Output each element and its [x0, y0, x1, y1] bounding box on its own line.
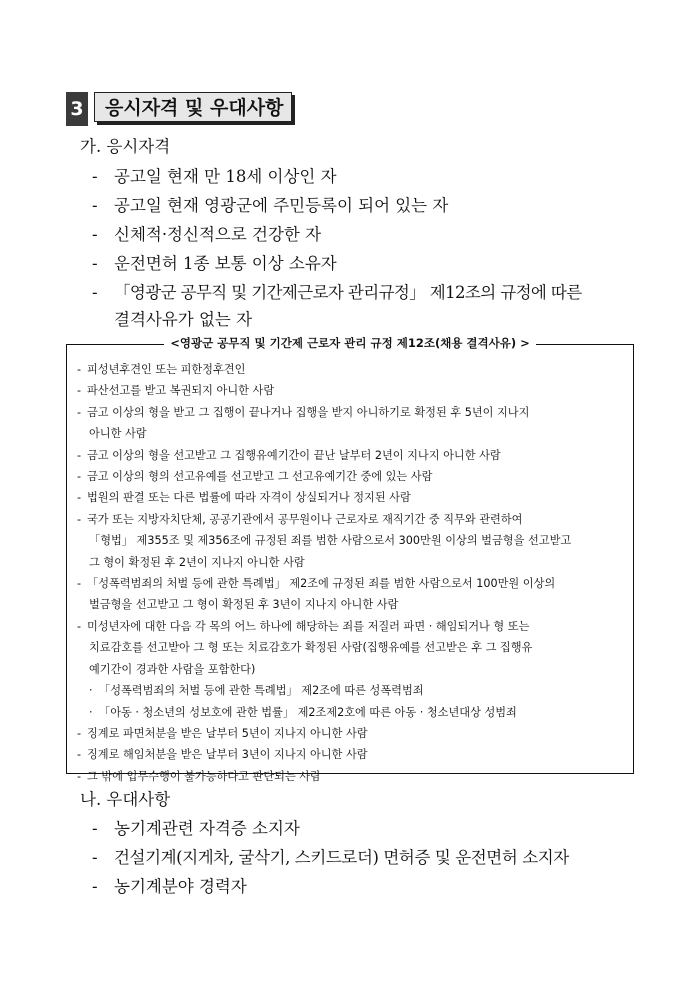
regulation-item: - 법원의 판결 또는 다른 법률에 따라 자격이 상실되거나 정지된 사람	[77, 491, 411, 505]
regulation-item: - 금고 이상의 형을 받고 그 집행이 끝나거나 집행을 받지 아니하기로 확정된 후 5년이 지나지 아니한 사람	[77, 405, 530, 441]
qualification-item: - 공고일 현재 영광군에 주민등록이 되어 있는 자	[92, 196, 449, 215]
regulation-item: - 파산선고를 받고 복권되지 아니한 사람	[77, 384, 275, 398]
preference-heading: 나. 우대사항	[80, 790, 171, 809]
section-number: 3	[66, 92, 88, 126]
section-header	[66, 92, 296, 126]
regulation-subitem: · 「아동 · 청소년의 성보호에 관한 법률」 제2조제2호에 따른 아동 · 청소년대상 성범죄	[89, 705, 517, 719]
regulation-box	[66, 336, 634, 783]
regulation-item: - 징계로 파면처분을 받은 날부터 5년이 지나지 아니한 사람	[77, 726, 368, 740]
regulation-item: - 「성폭력범죄의 처벌 등에 관한 특례법」 제2조에 규정된 죄를 범한 사람으로서 100만원 이상의 벌금형을 선고받고 그 형이 확정된 후 3년이 지나지 아니한 사람	[77, 577, 556, 612]
regulation-item: - 국가 또는 지방자치단체, 공공기관에서 공무원이나 근로자로 재직기간 중 직무와 관련하여 「형법」 제355조 및 제356조에 규정된 죄를 범한 사람으로서 300만원 이상의 벌금형을 선고받고 그 형이 확정된 후 2년이 지나지 아니한 사람	[77, 512, 572, 569]
preference-item: - 농기계관련 자격증 소지자	[92, 819, 300, 838]
qualification-item: - 운전면허 1종 보통 이상 소유자	[92, 254, 337, 273]
section-title: 응시자격 및 우대사항	[94, 92, 292, 122]
regulation-list	[77, 359, 627, 787]
qualification-item: - 「영광군 공무직 및 기간제근로자 관리규정」 제12조의 규정에 따른	[92, 283, 582, 302]
regulation-item: - 미성년자에 대한 다음 각 목의 어느 하나에 해당하는 죄를 저질러 파면 · 해임되거나 형 또는 치료감호를 선고받아 그 형 또는 치료감호가 확정된 사람(집행유예를 선고받은 후 그 집행유 예기간이 경과한 사람을 포함한다)	[77, 619, 533, 676]
preference-item: - 농기계분야 경력자	[92, 877, 247, 896]
regulation-item: - 금고 이상의 형의 선고유예를 선고받고 그 선고유예기간 중에 있는 사람	[77, 470, 433, 484]
regulation-subitem: · 「성폭력범죄의 처벌 등에 관한 특례법」 제2조에 따른 성폭력범죄	[89, 684, 424, 698]
qualification-heading: 가. 응시자격	[80, 137, 171, 156]
regulation-item: - 금고 이상의 형을 선고받고 그 집행유예기간이 끝난 날부터 2년이 지나지 아니한 사람	[77, 448, 501, 462]
preference-item: - 건설기계(지게차, 굴삭기, 스키드로더) 면허증 및 운전면허 소지자	[92, 848, 569, 867]
regulation-item: - 징계로 해임처분을 받은 날부터 3년이 지나지 아니한 사람	[77, 748, 368, 762]
regulation-title: <영광군 공무직 및 기간제 근로자 관리 규정 제12조(채용 결격사유) >	[67, 335, 633, 351]
qualification-item: - 신체적·정신적으로 건강한 자	[92, 225, 322, 244]
qualification-item-continuation: 결격사유가 없는 자	[114, 310, 253, 329]
qualification-item: - 공고일 현재 만 18세 이상인 자	[92, 167, 337, 186]
regulation-item: - 피성년후견인 또는 피한정후견인	[77, 363, 246, 376]
regulation-item: - 그 밖에 업무수행이 불가능하다고 판단되는 사람	[77, 769, 321, 783]
